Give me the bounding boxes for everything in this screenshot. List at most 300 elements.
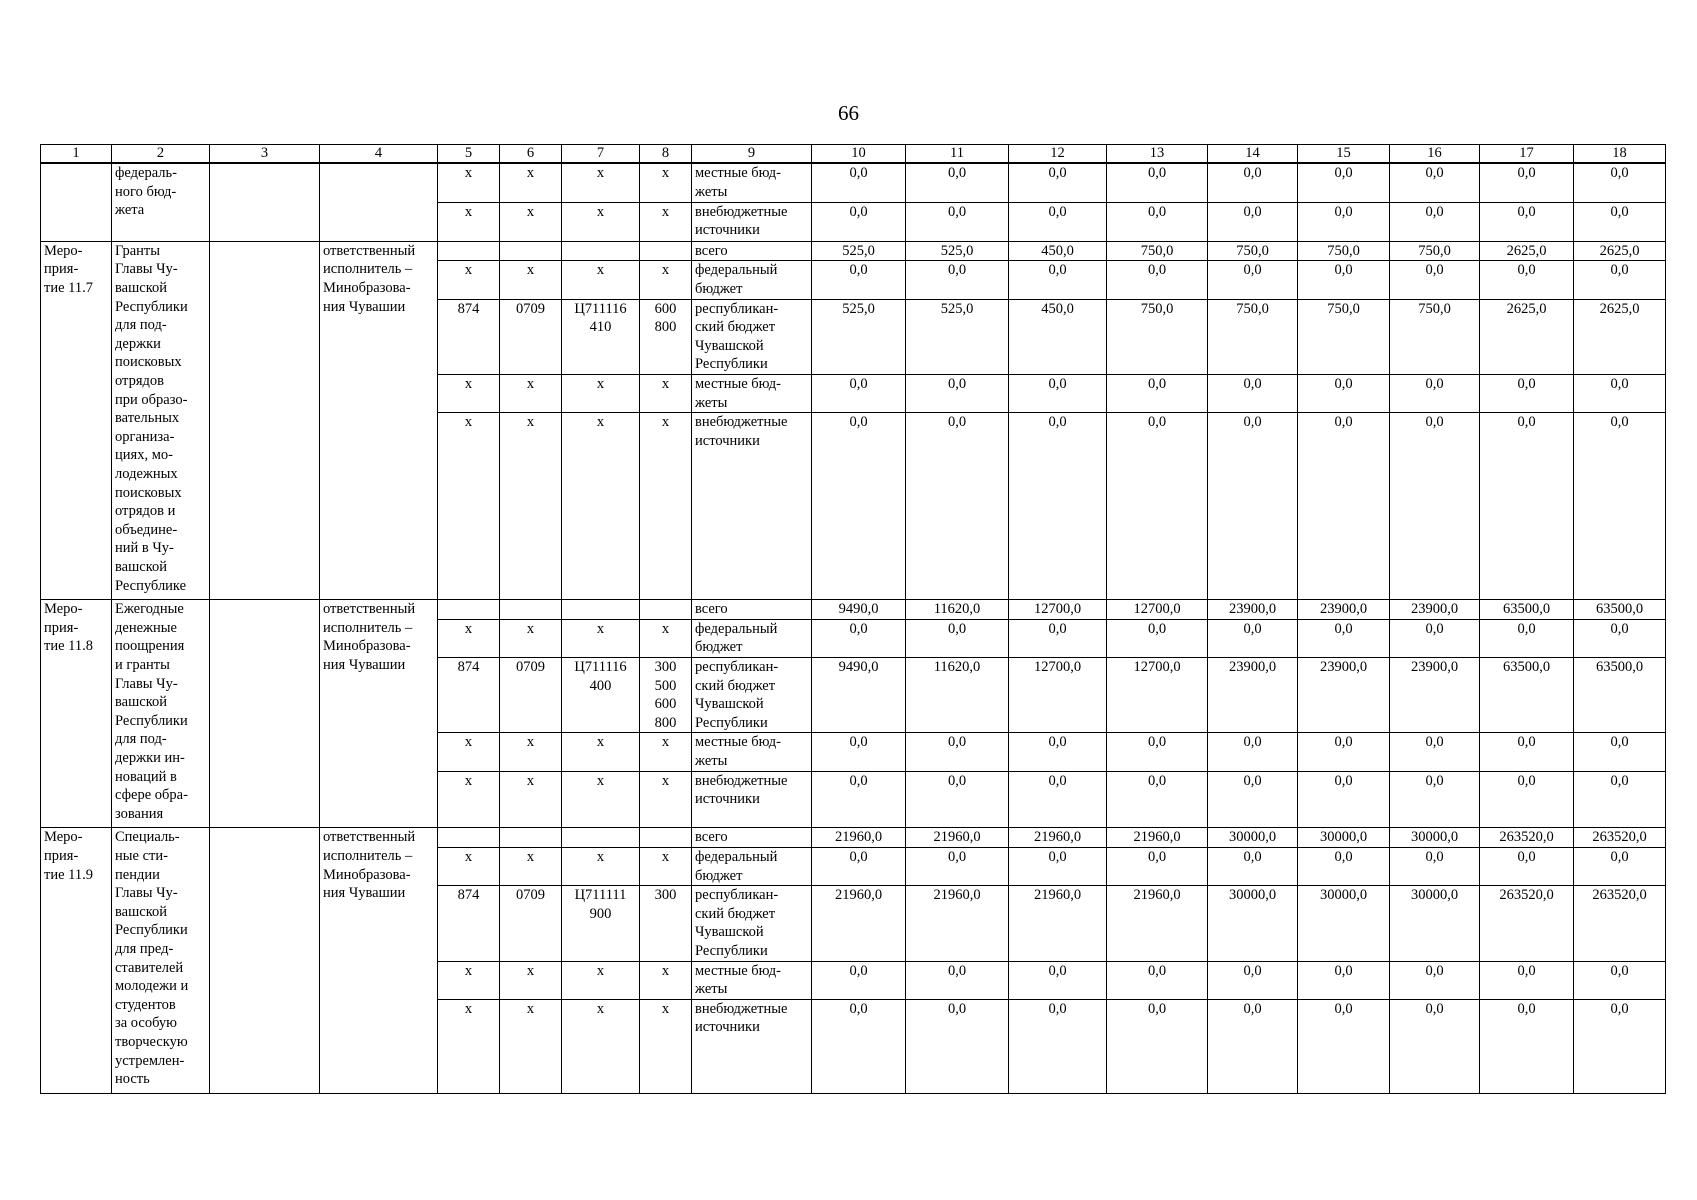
cell-line: Ц711111: [574, 887, 627, 904]
cell-line: Главы Чу-: [115, 675, 178, 692]
cell-value-c14: 0,0: [1208, 163, 1298, 202]
cell-funding-source: [692, 886, 812, 961]
cell-value-c15: 750,0: [1298, 299, 1390, 374]
cell-measure-name: [112, 241, 210, 599]
cell-value-c16: 0,0: [1390, 847, 1480, 885]
cell-expense-type: [640, 886, 692, 961]
cell-line: молодежи и: [115, 978, 189, 995]
cell-target-code: х: [562, 413, 640, 600]
cell-value-c18: 0,0: [1574, 771, 1666, 828]
cell-section-code: х: [500, 261, 562, 299]
cell-value-c13: 0,0: [1107, 619, 1208, 657]
cell-value-c16: 0,0: [1390, 733, 1480, 771]
cell-value-c11: 0,0: [906, 163, 1009, 202]
cell-value-c17: 0,0: [1480, 202, 1574, 241]
cell-target-code: х: [562, 999, 640, 1093]
cell-line: местные бюд-: [695, 165, 781, 181]
cell-executor: [320, 163, 438, 241]
cell-line: исполнитель –: [323, 619, 413, 636]
cell-value-c16: 750,0: [1390, 299, 1480, 374]
cell-line: жета: [115, 202, 145, 219]
cell-line: местные бюд-: [695, 734, 781, 751]
cell-value-c13: 0,0: [1107, 733, 1208, 771]
cell-value-c15: 0,0: [1298, 375, 1390, 413]
cell-line: при образо-: [115, 391, 188, 408]
cell-value-c15: 0,0: [1298, 163, 1390, 202]
cell-expense-type: [640, 299, 692, 374]
cell-funding-source: [692, 299, 812, 374]
cell-line: вашской: [115, 903, 168, 920]
cell-funding-source: [692, 241, 812, 261]
cell-funding-source: [692, 163, 812, 202]
cell-expense-type: х: [640, 999, 692, 1093]
cell-value-c12: 21960,0: [1009, 886, 1107, 961]
cell-line: лодежных: [115, 466, 178, 482]
cell-line: 300: [654, 659, 677, 676]
cell-line: Чувашской: [695, 337, 764, 354]
cell-value-c10: 0,0: [812, 847, 906, 885]
cell-value-c16: 0,0: [1390, 261, 1480, 299]
cell-value-c11: 525,0: [906, 241, 1009, 261]
cell-value-c13: 0,0: [1107, 261, 1208, 299]
cell-expense-type: х: [640, 619, 692, 657]
cell-value-c18: 263520,0: [1574, 828, 1666, 848]
cell-value-c12: 0,0: [1009, 733, 1107, 771]
cell-expense-type: [640, 241, 692, 261]
cell-value-c13: 21960,0: [1107, 886, 1208, 961]
cell-value-c15: 0,0: [1298, 847, 1390, 885]
cell-expense-type: х: [640, 202, 692, 241]
cell-value-c11: 0,0: [906, 413, 1009, 600]
cell-line: вательных: [115, 410, 180, 427]
cell-line: Ц711116: [574, 659, 627, 676]
cell-funding-source: [692, 733, 812, 771]
cell-funding-source: [692, 847, 812, 885]
cell-line: 600: [654, 300, 677, 317]
cell-line: всего: [695, 601, 728, 618]
cell-funding-source: [692, 999, 812, 1093]
column-header: 16: [1390, 145, 1480, 164]
cell-value-c17: 0,0: [1480, 261, 1574, 299]
cell-value-c17: 0,0: [1480, 733, 1574, 771]
cell-value-c10: 525,0: [812, 299, 906, 374]
table-body: [41, 163, 1666, 1093]
cell-value-c18: 0,0: [1574, 999, 1666, 1093]
column-header: 5: [438, 145, 500, 164]
cell-value-c16: 30000,0: [1390, 828, 1480, 848]
cell-section-code: 0709: [500, 886, 562, 961]
cell-value-c17: 63500,0: [1480, 600, 1574, 620]
cell-value-c10: 0,0: [812, 619, 906, 657]
cell-section-code: х: [500, 999, 562, 1093]
cell-executor: [320, 828, 438, 1093]
cell-ministry-code: [438, 241, 500, 261]
cell-column-3: [210, 241, 320, 599]
cell-value-c15: 0,0: [1298, 202, 1390, 241]
cell-value-c10: 0,0: [812, 202, 906, 241]
cell-measure-label: [41, 163, 112, 241]
cell-line: исполнитель –: [323, 847, 413, 864]
cell-value-c16: 0,0: [1390, 961, 1480, 999]
cell-value-c11: 11620,0: [906, 600, 1009, 620]
cell-value-c17: 0,0: [1480, 771, 1574, 828]
cell-value-c12: 0,0: [1009, 999, 1107, 1093]
cell-line: 400: [589, 677, 612, 694]
cell-value-c17: 0,0: [1480, 375, 1574, 413]
cell-line: ния Чувашии: [323, 885, 406, 902]
cell-line: Меро-: [44, 242, 83, 259]
cell-target-code: [562, 658, 640, 733]
cell-line: пендии: [115, 866, 160, 883]
cell-funding-source: [692, 261, 812, 299]
cell-line: Ежегодные: [115, 601, 184, 618]
cell-value-c10: 525,0: [812, 241, 906, 261]
cell-value-c12: 450,0: [1009, 299, 1107, 374]
cell-measure-label: [41, 241, 112, 599]
cell-value-c10: 0,0: [812, 261, 906, 299]
cell-value-c17: 0,0: [1480, 999, 1574, 1093]
cell-target-code: х: [562, 847, 640, 885]
cell-value-c10: 0,0: [812, 771, 906, 828]
cell-line: Республики: [695, 356, 768, 373]
cell-value-c15: 0,0: [1298, 961, 1390, 999]
cell-value-c18: 0,0: [1574, 413, 1666, 600]
cell-value-c18: 0,0: [1574, 961, 1666, 999]
cell-value-c16: 0,0: [1390, 619, 1480, 657]
cell-ministry-code: 874: [438, 886, 500, 961]
cell-ministry-code: х: [438, 261, 500, 299]
cell-line: ский бюджет: [695, 905, 776, 922]
cell-line: Гранты: [115, 242, 160, 259]
cell-value-c14: 0,0: [1208, 375, 1298, 413]
cell-value-c15: 0,0: [1298, 999, 1390, 1093]
cell-line: ного бюд-: [115, 183, 177, 200]
cell-line: ность: [115, 1071, 150, 1088]
cell-value-c14: 750,0: [1208, 241, 1298, 261]
cell-line: объедине-: [115, 521, 178, 538]
cell-line: Республики: [115, 712, 188, 729]
cell-ministry-code: 874: [438, 299, 500, 374]
cell-value-c10: 0,0: [812, 413, 906, 600]
cell-ministry-code: х: [438, 202, 500, 241]
cell-value-c12: 0,0: [1009, 961, 1107, 999]
cell-ministry-code: х: [438, 733, 500, 771]
cell-expense-type: х: [640, 733, 692, 771]
column-header: 18: [1574, 145, 1666, 164]
cell-line: 300: [654, 887, 677, 904]
cell-line: источники: [695, 432, 760, 449]
cell-column-3: [210, 163, 320, 241]
cell-value-c10: 21960,0: [812, 886, 906, 961]
cell-line: творческую: [115, 1033, 188, 1050]
cell-value-c12: 12700,0: [1009, 600, 1107, 620]
cell-line: для пред-: [115, 940, 174, 957]
cell-value-c13: 12700,0: [1107, 658, 1208, 733]
cell-line: внебюджетные: [695, 414, 788, 431]
cell-line: ский бюджет: [695, 677, 776, 694]
cell-value-c17: 2625,0: [1480, 241, 1574, 261]
cell-measure-name: [112, 163, 210, 241]
cell-line: жеты: [695, 183, 728, 200]
cell-expense-type: х: [640, 847, 692, 885]
cell-value-c17: 0,0: [1480, 413, 1574, 600]
cell-value-c10: 0,0: [812, 733, 906, 771]
cell-value-c12: 21960,0: [1009, 828, 1107, 848]
cell-line: республикан-: [695, 659, 779, 676]
cell-line: внебюджетные: [695, 772, 788, 789]
cell-value-c15: 30000,0: [1298, 828, 1390, 848]
cell-line: Республики: [115, 922, 188, 939]
cell-section-code: х: [500, 771, 562, 828]
cell-line: федераль-: [115, 165, 177, 181]
cell-expense-type: х: [640, 961, 692, 999]
cell-line: Главы Чу-: [115, 885, 178, 902]
cell-value-c10: 0,0: [812, 375, 906, 413]
cell-value-c10: 21960,0: [812, 828, 906, 848]
cell-section-code: 0709: [500, 299, 562, 374]
cell-value-c17: 0,0: [1480, 961, 1574, 999]
cell-line: тие 11.7: [44, 280, 93, 297]
cell-value-c11: 525,0: [906, 299, 1009, 374]
cell-value-c15: 30000,0: [1298, 886, 1390, 961]
cell-value-c16: 23900,0: [1390, 600, 1480, 620]
cell-value-c14: 30000,0: [1208, 886, 1298, 961]
cell-line: местные бюд-: [695, 962, 781, 979]
cell-line: 800: [654, 714, 677, 731]
cell-funding-source: [692, 658, 812, 733]
cell-line: прия-: [44, 261, 79, 278]
cell-line: жеты: [695, 394, 728, 411]
cell-section-code: 0709: [500, 658, 562, 733]
cell-column-3: [210, 828, 320, 1093]
cell-section-code: х: [500, 163, 562, 202]
cell-line: 900: [589, 905, 612, 922]
column-header: 11: [906, 145, 1009, 164]
cell-value-c15: 0,0: [1298, 733, 1390, 771]
cell-value-c14: 0,0: [1208, 847, 1298, 885]
cell-line: Республике: [115, 577, 187, 594]
cell-value-c10: 0,0: [812, 999, 906, 1093]
cell-value-c12: 0,0: [1009, 163, 1107, 202]
cell-value-c18: 63500,0: [1574, 658, 1666, 733]
cell-value-c14: 23900,0: [1208, 600, 1298, 620]
cell-funding-source: [692, 828, 812, 848]
cell-target-code: [562, 886, 640, 961]
cell-value-c13: 0,0: [1107, 999, 1208, 1093]
cell-line: федеральный: [695, 620, 778, 637]
cell-section-code: х: [500, 375, 562, 413]
cell-value-c16: 0,0: [1390, 375, 1480, 413]
cell-line: поисковых: [115, 484, 182, 501]
cell-expense-type: х: [640, 375, 692, 413]
cell-value-c11: 0,0: [906, 261, 1009, 299]
cell-line: Специаль-: [115, 829, 180, 846]
cell-line: республикан-: [695, 300, 779, 317]
cell-line: Меро-: [44, 829, 83, 846]
column-header: 7: [562, 145, 640, 164]
cell-ministry-code: х: [438, 847, 500, 885]
cell-value-c15: 0,0: [1298, 771, 1390, 828]
cell-target-code: [562, 828, 640, 848]
cell-ministry-code: х: [438, 619, 500, 657]
cell-value-c14: 23900,0: [1208, 658, 1298, 733]
cell-line: сфере обра-: [115, 787, 188, 804]
cell-value-c15: 23900,0: [1298, 600, 1390, 620]
cell-line: и гранты: [115, 657, 170, 674]
cell-section-code: х: [500, 413, 562, 600]
cell-value-c14: 0,0: [1208, 961, 1298, 999]
cell-funding-source: [692, 619, 812, 657]
cell-value-c11: 0,0: [906, 733, 1009, 771]
cell-value-c14: 0,0: [1208, 413, 1298, 600]
column-header: 3: [210, 145, 320, 164]
cell-value-c11: 0,0: [906, 771, 1009, 828]
cell-line: источники: [695, 1019, 760, 1036]
cell-line: поощрения: [115, 638, 185, 655]
column-header: 9: [692, 145, 812, 164]
cell-line: Ц711116: [574, 300, 627, 317]
cell-value-c12: 12700,0: [1009, 658, 1107, 733]
cell-value-c17: 0,0: [1480, 619, 1574, 657]
cell-ministry-code: х: [438, 413, 500, 600]
cell-line: 800: [654, 319, 677, 336]
cell-value-c16: 0,0: [1390, 413, 1480, 600]
cell-ministry-code: х: [438, 999, 500, 1093]
cell-line: Главы Чу-: [115, 261, 178, 278]
cell-section-code: [500, 600, 562, 620]
cell-value-c14: 0,0: [1208, 999, 1298, 1093]
cell-value-c12: 0,0: [1009, 413, 1107, 600]
cell-value-c16: 30000,0: [1390, 886, 1480, 961]
cell-section-code: х: [500, 733, 562, 771]
cell-line: федеральный: [695, 848, 778, 865]
cell-expense-type: х: [640, 261, 692, 299]
cell-value-c18: 0,0: [1574, 202, 1666, 241]
cell-line: устремлен-: [115, 1052, 185, 1069]
cell-line: Республики: [115, 298, 188, 315]
cell-value-c18: 0,0: [1574, 847, 1666, 885]
cell-value-c13: 21960,0: [1107, 828, 1208, 848]
cell-expense-type: [640, 658, 692, 733]
cell-line: Чувашской: [695, 696, 764, 713]
cell-line: жеты: [695, 753, 728, 769]
cell-target-code: х: [562, 261, 640, 299]
cell-section-code: [500, 241, 562, 261]
table-row: [41, 241, 1666, 261]
cell-line: вашской: [115, 694, 168, 711]
column-header: 4: [320, 145, 438, 164]
cell-line: бюджет: [695, 867, 743, 884]
cell-ministry-code: х: [438, 961, 500, 999]
table-row: [41, 828, 1666, 848]
cell-line: вашской: [115, 280, 168, 297]
cell-value-c15: 23900,0: [1298, 658, 1390, 733]
cell-value-c17: 0,0: [1480, 163, 1574, 202]
cell-line: Чувашской: [695, 924, 764, 941]
column-header: 6: [500, 145, 562, 164]
cell-value-c11: 11620,0: [906, 658, 1009, 733]
cell-value-c11: 0,0: [906, 375, 1009, 413]
cell-value-c13: 750,0: [1107, 241, 1208, 261]
cell-value-c11: 21960,0: [906, 828, 1009, 848]
cell-value-c15: 0,0: [1298, 413, 1390, 600]
cell-ministry-code: 874: [438, 658, 500, 733]
cell-target-code: х: [562, 733, 640, 771]
cell-line: бюджет: [695, 639, 743, 656]
column-header: 10: [812, 145, 906, 164]
cell-ministry-code: х: [438, 375, 500, 413]
cell-line: зования: [115, 805, 164, 822]
cell-funding-source: [692, 375, 812, 413]
cell-value-c16: 0,0: [1390, 771, 1480, 828]
cell-target-code: х: [562, 619, 640, 657]
cell-value-c14: 30000,0: [1208, 828, 1298, 848]
cell-line: федеральный: [695, 262, 778, 279]
cell-value-c11: 0,0: [906, 961, 1009, 999]
cell-line: Минобразова-: [323, 638, 411, 655]
cell-line: ответственный: [323, 601, 416, 618]
cell-target-code: [562, 241, 640, 261]
cell-ministry-code: х: [438, 163, 500, 202]
cell-value-c15: 0,0: [1298, 261, 1390, 299]
column-header: 8: [640, 145, 692, 164]
cell-line: Республики: [695, 942, 768, 959]
column-header: 12: [1009, 145, 1107, 164]
cell-value-c17: 0,0: [1480, 847, 1574, 885]
cell-line: 500: [654, 677, 677, 694]
cell-measure-label: [41, 828, 112, 1093]
cell-column-3: [210, 600, 320, 828]
cell-target-code: х: [562, 202, 640, 241]
cell-ministry-code: х: [438, 771, 500, 828]
cell-line: вашской: [115, 558, 168, 575]
cell-value-c17: 263520,0: [1480, 886, 1574, 961]
cell-value-c13: 0,0: [1107, 375, 1208, 413]
cell-value-c12: 0,0: [1009, 619, 1107, 657]
cell-expense-type: [640, 828, 692, 848]
cell-line: держки: [115, 335, 161, 352]
cell-value-c13: 0,0: [1107, 202, 1208, 241]
cell-target-code: [562, 299, 640, 374]
cell-value-c12: 0,0: [1009, 261, 1107, 299]
cell-value-c13: 0,0: [1107, 413, 1208, 600]
cell-expense-type: х: [640, 771, 692, 828]
cell-expense-type: х: [640, 413, 692, 600]
cell-value-c12: 0,0: [1009, 202, 1107, 241]
cell-line: тие 11.8: [44, 638, 93, 655]
cell-section-code: х: [500, 961, 562, 999]
cell-target-code: [562, 600, 640, 620]
cell-value-c18: 0,0: [1574, 619, 1666, 657]
cell-value-c11: 0,0: [906, 999, 1009, 1093]
cell-value-c18: 0,0: [1574, 261, 1666, 299]
cell-value-c18: 0,0: [1574, 163, 1666, 202]
cell-value-c10: 9490,0: [812, 600, 906, 620]
cell-line: республикан-: [695, 887, 779, 904]
cell-value-c18: 2625,0: [1574, 241, 1666, 261]
cell-value-c14: 0,0: [1208, 733, 1298, 771]
cell-line: отрядов: [115, 373, 164, 390]
table-row: [41, 163, 1666, 202]
page-number: 66: [838, 101, 859, 125]
cell-line: тие 11.9: [44, 866, 93, 883]
cell-line: источники: [695, 791, 760, 808]
cell-value-c15: 750,0: [1298, 241, 1390, 261]
cell-value-c17: 263520,0: [1480, 828, 1574, 848]
cell-value-c18: 63500,0: [1574, 600, 1666, 620]
cell-measure-name: [112, 828, 210, 1093]
cell-line: отрядов и: [115, 503, 176, 520]
